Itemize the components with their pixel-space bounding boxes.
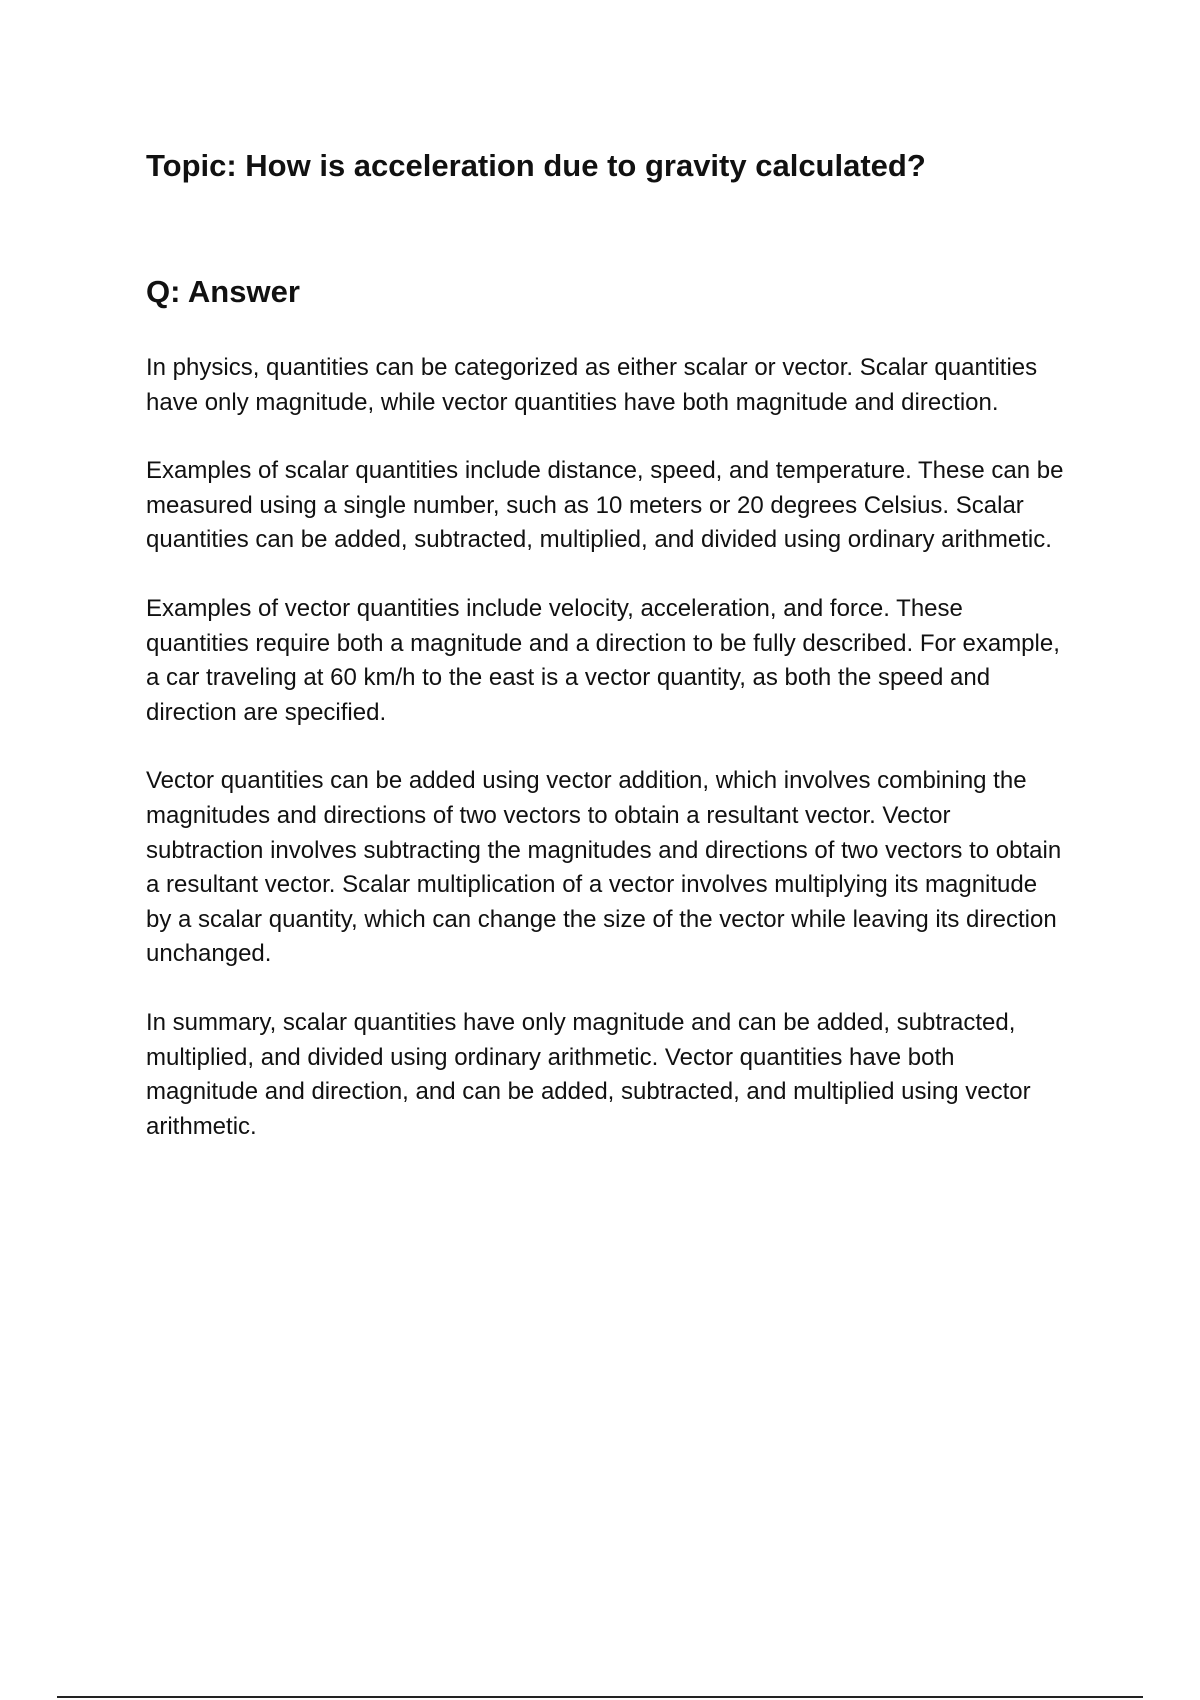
paragraph-vector-examples: Examples of vector quantities include velocity, acceleration, and force. These quantities require both a magnitude and a direction to be fully described. For example, a car traveling at 60 km/h to the east is a vector quantity, as both the speed and direction are specified. [146, 594, 1060, 726]
paragraph-scalar-examples: Examples of scalar quantities include distance, speed, and temperature. These can be measured using a single number, such as 10 meters or 20 degrees Celsius. Scalar quantities can be added, subtracted, multiplied, and divided using ordinary arithmetic. [146, 457, 1064, 554]
paragraph-intro: In physics, quantities can be categorized as either scalar or vector. Scalar quantities have only magnitude, while vector quantities have both magnitude and direction. [146, 354, 1038, 416]
answer-heading: Q: Answer [146, 274, 300, 309]
topic-title: Topic: How is acceleration due to gravity calculated? [146, 148, 926, 183]
answer-body [146, 351, 1066, 1178]
footer-divider [57, 1696, 1143, 1698]
paragraph-vector-operations: Vector quantities can be added using vector addition, which involves combining the magnitudes and directions of two vectors to obtain a resultant vector. Vector subtraction involves subtracting the magnitudes and directions of two vectors to obtain a resultant vector. Scalar multiplication of a vector involves multiplying its magnitude by a scalar quantity, which can change the size of the vector while leaving its direction unchanged. [146, 767, 1062, 968]
paragraph-summary: In summary, scalar quantities have only magnitude and can be added, subtracted, multiplied, and divided using ordinary arithmetic. Vector quantities have both magnitude and direction, and can be added, subtracted, and multiplied using vector arithmetic. [146, 1008, 1031, 1140]
